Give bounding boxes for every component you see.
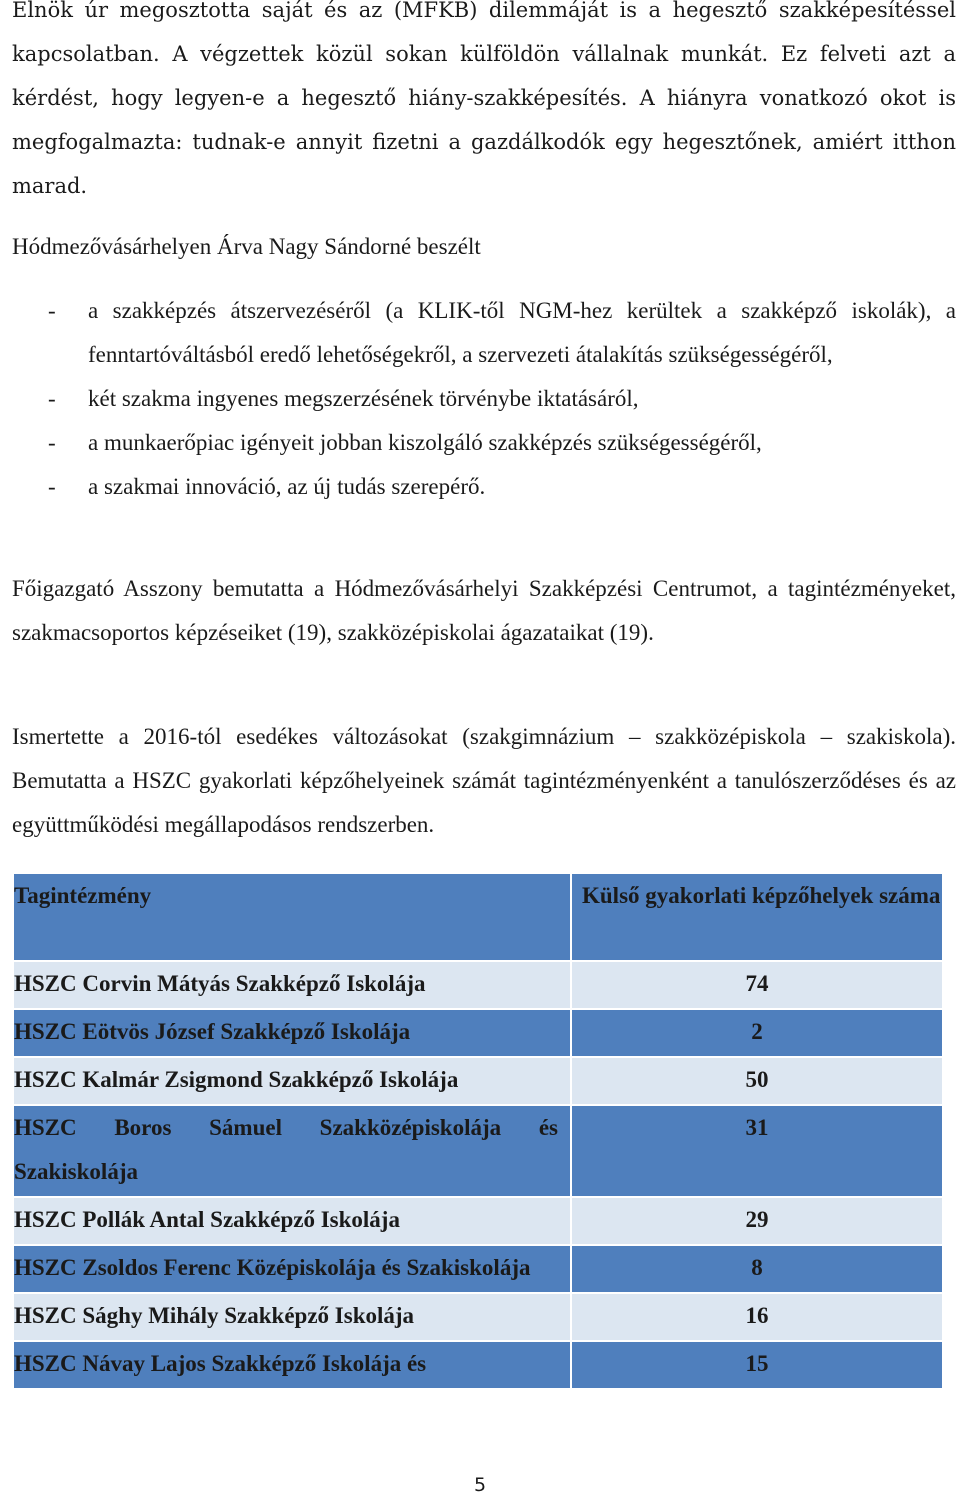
school-value: 31	[571, 1105, 943, 1197]
school-name: HSZC Sághy Mihály Szakképző Iskolája	[13, 1293, 571, 1341]
bullet-text: a szakmai innováció, az új tudás szerepérő.	[88, 474, 486, 499]
school-name: HSZC Boros Sámuel Szakközépiskolája és Szakiskolája	[13, 1105, 571, 1197]
table-row	[13, 1009, 943, 1057]
school-value: 74	[571, 961, 943, 1009]
school-name: HSZC Kalmár Zsigmond Szakképző Iskolája	[13, 1057, 571, 1105]
school-name: HSZC Návay Lajos Szakképző Iskolája és	[13, 1341, 571, 1389]
paragraph-foigazgato: Főigazgató Asszony bemutatta a Hódmezővásárhelyi Szakképzési Centrumot, a tagintézményeket, szakmacsoportos képzéseiket (19), szakközépiskolai ágazataikat (19).	[12, 576, 956, 645]
school-value: 2	[571, 1009, 943, 1057]
bullet-text: a munkaerőpiac igényeit jobban kiszolgáló szakképzés szükségességéről,	[88, 430, 762, 455]
header-kepzohelyek: Külső gyakorlati képzőhelyek száma	[571, 873, 943, 961]
bullet-dash: -	[48, 430, 56, 455]
page-number: 5	[473, 1474, 487, 1496]
school-value: 29	[571, 1197, 943, 1245]
school-name: HSZC Zsoldos Ferenc Középiskolája és Szakiskolája	[13, 1245, 571, 1293]
table-row	[13, 1105, 943, 1197]
table-row	[13, 1245, 943, 1293]
school-value: 15	[571, 1341, 943, 1389]
header-tagintezmeny: Tagintézmény	[13, 873, 571, 961]
school-value: 50	[571, 1057, 943, 1105]
school-name: HSZC Corvin Mátyás Szakképző Iskolája	[13, 961, 571, 1009]
school-value: 16	[571, 1293, 943, 1341]
list-item	[12, 421, 956, 465]
bullet-dash: -	[48, 386, 56, 411]
school-value: 8	[571, 1245, 943, 1293]
paragraph-hodmezovasarhely-intro: Hódmezővásárhelyen Árva Nagy Sándorné beszélt	[12, 234, 481, 259]
school-name: HSZC Pollák Antal Szakképző Iskolája	[13, 1197, 571, 1245]
bullet-dash: -	[48, 298, 56, 323]
table-row	[13, 1197, 943, 1245]
paragraph-valtozasok: Ismertette a 2016-tól esedékes változásokat (szakgimnázium – szakközépiskola – szakiskola). Bemutatta a HSZC gyakorlati képzőhelyeinek számát tagintézményenként a tanulószerződéses és az együttműködési megállapodásos rendszerben.	[12, 724, 956, 837]
bullet-text: két szakma ingyenes megszerzésének törvénybe iktatásáról,	[88, 386, 639, 411]
table-row	[13, 1293, 943, 1341]
school-name: HSZC Eötvös József Szakképző Iskolája	[13, 1009, 571, 1057]
table-header-row	[13, 873, 943, 961]
list-item	[12, 289, 956, 377]
bullet-dash: -	[48, 474, 56, 499]
bullet-list	[12, 289, 956, 509]
list-item	[12, 377, 956, 421]
table-row	[13, 1057, 943, 1105]
schools-table	[12, 872, 944, 1390]
list-item	[12, 465, 956, 509]
paragraph-hegeszto: Elnök úr megosztotta saját és az (MFKB) dilemmáját is a hegesztő szakképesítéssel kapcsolatban. A végzettek közül sokan külföldön vállalnak munkát. Ez felveti azt a kérdést, hogy legyen-e a hegesztő hiány-szakképesítés. A hiányra vonatkozó okot is megfogalmazta: tudnak-e annyit fizetni a gazdálkodók egy hegesztőnek, amiért itthon marad.	[12, 0, 956, 198]
table-row	[13, 961, 943, 1009]
bullet-text: a szakképzés átszervezéséről (a KLIK-től NGM-hez kerültek a szakképző iskolák), a fenntartóváltásból eredő lehetőségekről, a szervezeti átalakítás szükségességéről,	[88, 298, 956, 367]
table-row	[13, 1341, 943, 1389]
